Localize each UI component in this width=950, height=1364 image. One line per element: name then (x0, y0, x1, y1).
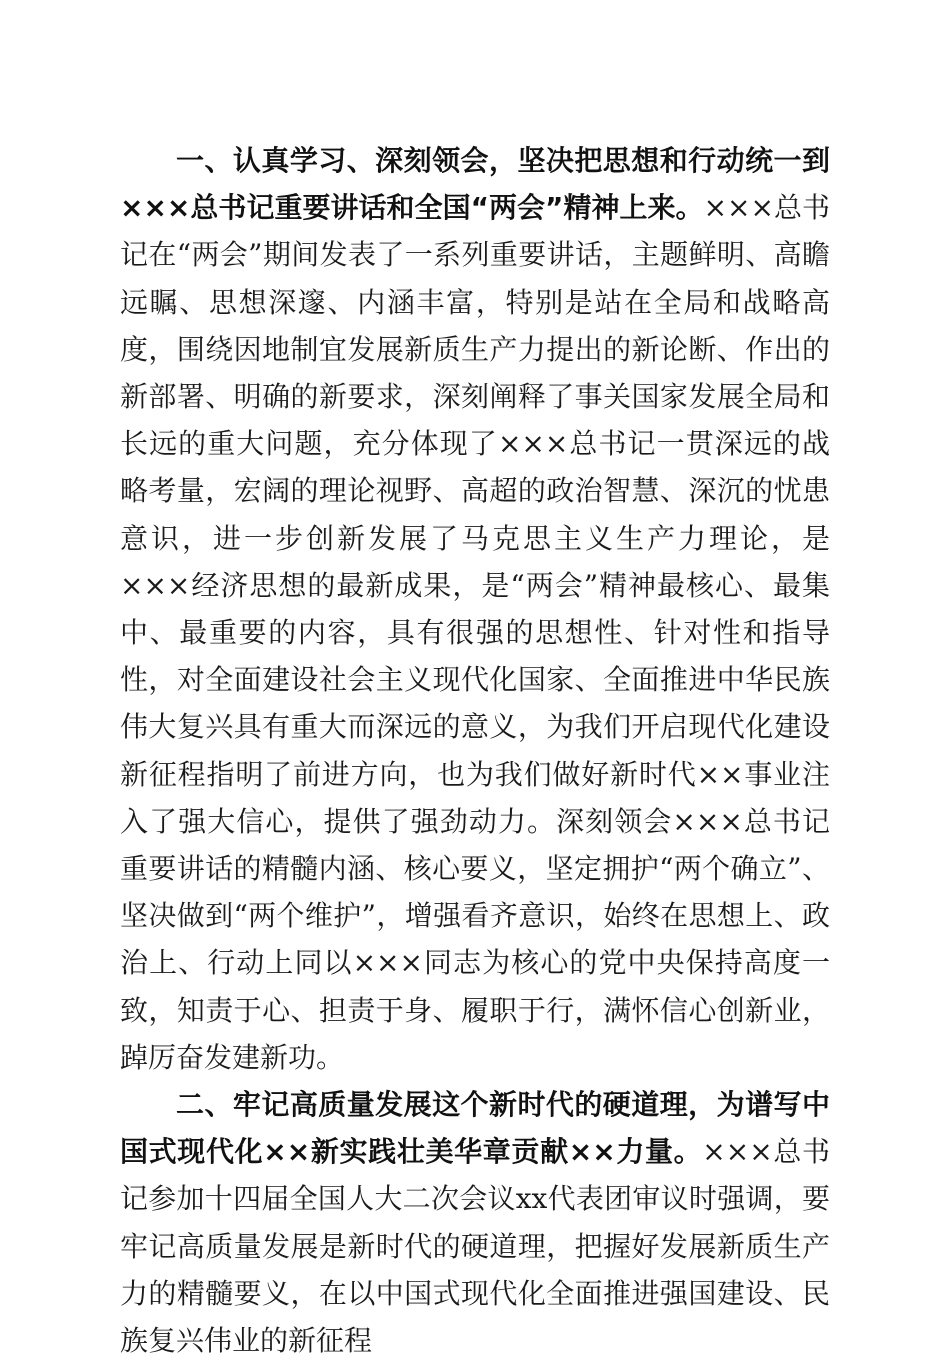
section-heading-1: 一、认真学习、深刻领会，坚决把思想和行动统一到×××总书记重要讲话和全国“两会”精神上来。 (120, 144, 830, 225)
paragraph-2 (120, 1081, 830, 1364)
paragraph-1 (120, 137, 830, 1081)
document-body (120, 137, 830, 1364)
section-body-1: ×××总书记在“两会”期间发表了一系列重要讲话，主题鲜明、高瞻远瞩、思想深邃、内涵丰富，特别是站在全局和战略高度，围绕因地制宜发展新质生产力提出的新论断、作出的新部署、明确的新要求，深刻阐释了事关国家发展全局和长远的重大问题，充分体现了×××总书记一贯深远的战略考量，宏阔的理论视野、高超的政治智慧、深沉的忧患意识，进一步创新发展了马克思主义生产力理论，是×××经济思想的最新成果，是“两会”精神最核心、最集中、最重要的内容，具有很强的思想性、针对性和指导性，对全面建设社会主义现代化国家、全面推进中华民族伟大复兴具有重大而深远的意义，为我们开启现代化建设新征程指明了前进方向，也为我们做好新时代××事业注入了强大信心，提供了强劲动力。深刻领会×××总书记重要讲话的精髓内涵、核心要义，坚定拥护“两个确立”、坚决做到“两个维护”，增强看齐意识，始终在思想上、政治上、行动上同以×××同志为核心的党中央保持高度一致，知责于心、担责于身、履职于行，满怀信心创新业，踔厉奋发建新功。 (120, 191, 830, 1074)
section-heading-2: 二、牢记高质量发展这个新时代的硬道理，为谱写中国式现代化××新实践壮美华章贡献××力量。 (120, 1088, 830, 1169)
section-body-2: ×××总书记参加十四届全国人大二次会议xx代表团审议时强调，要牢记高质量发展是新时代的硬道理，把握好发展新质生产力的精髓要义，在以中国式现代化全面推进强国建设、民族复兴伟业的新征程 (120, 1135, 830, 1358)
